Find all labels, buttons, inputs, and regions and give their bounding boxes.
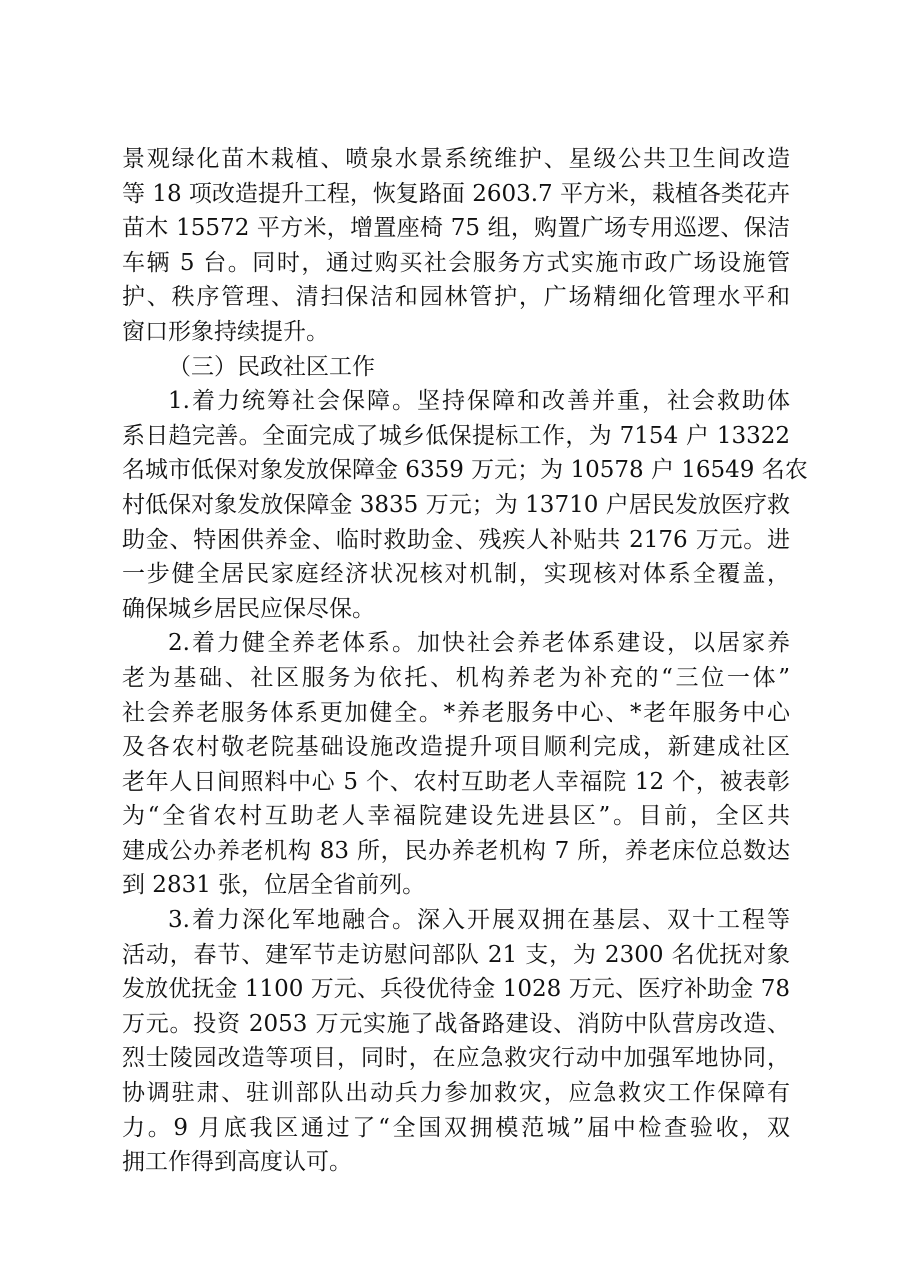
paragraph-line: 系日趋完善。全面完成了城乡低保提标工作，为 7154 户 13322 bbox=[122, 422, 790, 449]
paragraph-line: 力。9 月底我区通过了“全国双拥模范城”届中检查验收，双 bbox=[122, 1114, 790, 1141]
paragraph-line: 3.着力深化军地融合。深入开展双拥在基层、双十工程等 bbox=[168, 907, 790, 934]
paragraph-line: 景观绿化苗木栽植、喷泉水景系统维护、星级公共卫生间改造 bbox=[122, 146, 790, 172]
paragraph-line: 拥工作得到高度认可。 bbox=[122, 1149, 352, 1176]
paragraph-line: 助金、特困供养金、临时救助金、残疾人补贴共 2176 万元。进 bbox=[122, 526, 790, 553]
paragraph-line: 烈士陵园改造等项目，同时，在应急救灾行动中加强军地协同， bbox=[122, 1045, 790, 1072]
paragraph-line: 及各农村敬老院基础设施改造提升项目顺利完成，新建成社区 bbox=[122, 734, 790, 761]
paragraph-line: 村低保对象发放保障金 3835 万元；为 13710 户居民发放医疗救 bbox=[122, 491, 790, 518]
paragraph-line: 活动，春节、建军节走访慰问部队 21 支，为 2300 名优抚对象 bbox=[122, 941, 790, 968]
paragraph-line: 老为基础、社区服务为依托、机构养老为补充的“三位一体” bbox=[122, 664, 790, 691]
paragraph-line: 护、秩序管理、清扫保洁和园林管护，广场精细化管理水平和 bbox=[122, 284, 790, 311]
paragraph-line: 到 2831 张，位居全省前列。 bbox=[122, 872, 426, 899]
paragraph-line: 万元。投资 2053 万元实施了战备路建设、消防中队营房改造、 bbox=[122, 1010, 790, 1037]
paragraph-line: 1.着力统筹社会保障。坚持保障和改善并重，社会救助体 bbox=[168, 388, 790, 415]
paragraph-line: 等 18 项改造提升工程，恢复路面 2603.7 平方米，栽植各类花卉 bbox=[122, 180, 790, 207]
paragraph-line: 建成公办养老机构 83 所，民办养老机构 7 所，养老床位总数达 bbox=[122, 837, 790, 864]
paragraph-line: 一步健全居民家庭经济状况核对机制，实现核对体系全覆盖， bbox=[122, 561, 790, 588]
paragraph-line: 协调驻肃、驻训部队出动兵力参加救灾，应急救灾工作保障有 bbox=[122, 1080, 790, 1107]
paragraph-line: 老年人日间照料中心 5 个、农村互助老人幸福院 12 个，被表彰 bbox=[122, 768, 790, 795]
paragraph-line: 2.着力健全养老体系。加快社会养老体系建设，以居家养 bbox=[168, 630, 790, 657]
paragraph-line: 为“全省农村互助老人幸福院建设先进县区”。目前，全区共 bbox=[122, 803, 790, 830]
paragraph-line: 车辆 5 台。同时，通过购买社会服务方式实施市政广场设施管 bbox=[122, 249, 790, 276]
paragraph-line: 发放优抚金 1100 万元、兵役优待金 1028 万元、医疗补助金 78 bbox=[122, 976, 790, 1003]
document-body bbox=[122, 142, 808, 1180]
section-heading: （三）民政社区工作 bbox=[168, 353, 375, 380]
paragraph-line: 确保城乡居民应保尽保。 bbox=[122, 595, 375, 622]
paragraph-line: 苗木 15572 平方米，增置座椅 75 组，购置广场专用巡逻、保洁 bbox=[122, 215, 790, 242]
paragraph-line: 名城市低保对象发放保障金 6359 万元；为 10578 户 16549 名农 bbox=[122, 457, 808, 484]
paragraph-line: 社会养老服务体系更加健全。*养老服务中心、*老年服务中心 bbox=[122, 699, 790, 726]
paragraph-line: 窗口形象持续提升。 bbox=[122, 318, 329, 345]
